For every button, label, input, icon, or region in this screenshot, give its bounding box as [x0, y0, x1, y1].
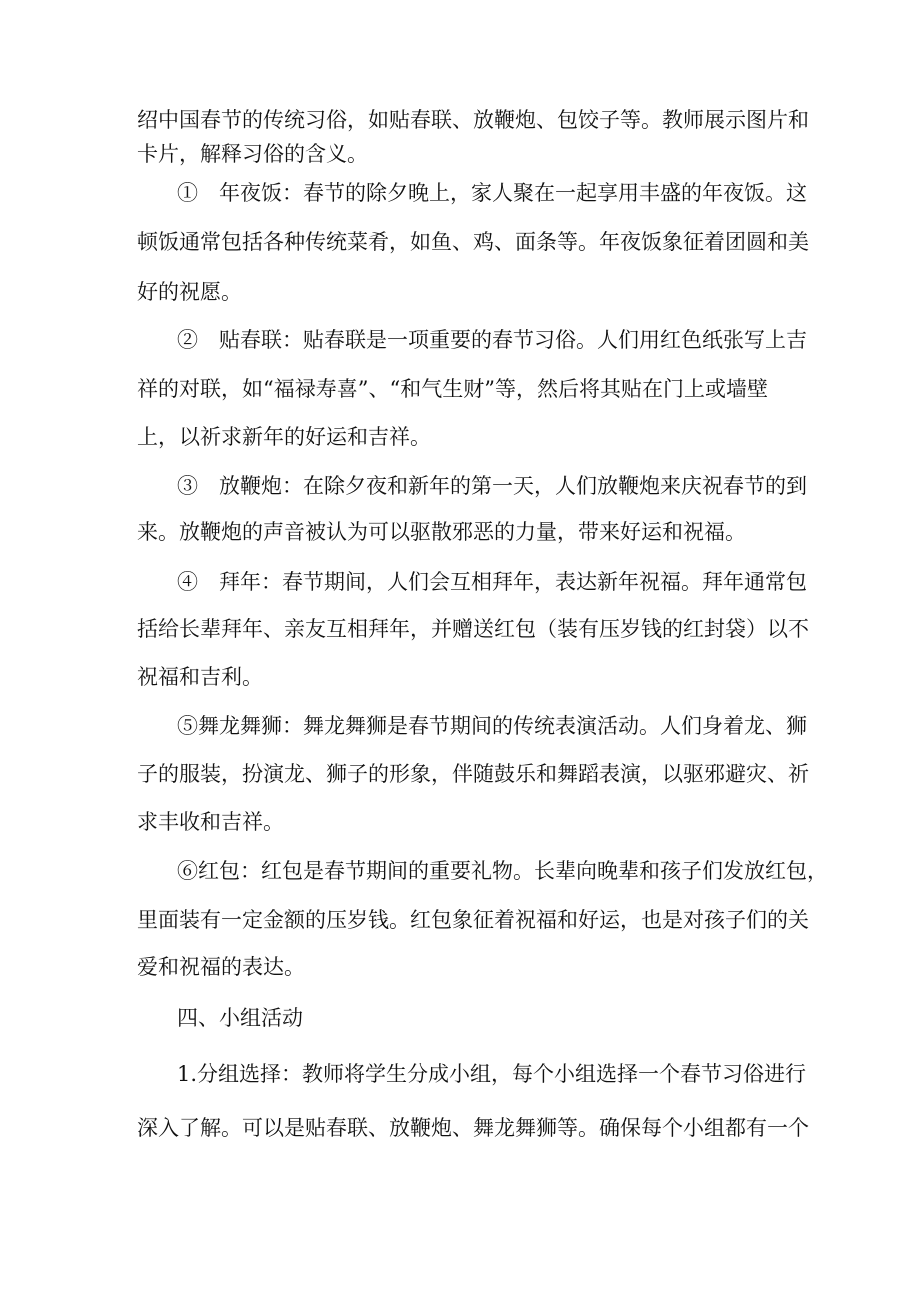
text-line: 来。放鞭炮的声音被认为可以驱散邪恶的力量，带来好运和祝福。 [137, 520, 746, 544]
text-line: 爱和祝福的表达。 [137, 955, 305, 979]
text-line: 1.分组选择：教师将学生分成小组，每个小组选择一个春节习俗进行 [177, 1062, 807, 1086]
text-line: ④ 拜年：春节期间，人们会互相拜年，表达新年祝福。拜年通常包 [177, 570, 807, 594]
section-heading: 四、小组活动 [177, 1006, 303, 1030]
text-line: ③ 放鞭炮：在除夕夜和新年的第一天，人们放鞭炮来庆祝春节的到 [177, 474, 807, 498]
text-line: ⑥红包：红包是春节期间的重要礼物。长辈向晚辈和孩子们发放红包， [177, 859, 828, 883]
text-line: 括给长辈拜年、亲友互相拜年，并赠送红包（装有压岁钱的红封袋）以不 [137, 617, 809, 641]
text-line: 绍中国春节的传统习俗，如贴春联、放鞭炮、包饺子等。教师展示图片和 [137, 108, 809, 132]
text-line: 子的服装，扮演龙、狮子的形象，伴随鼓乐和舞蹈表演，以驱邪避灾、祈 [137, 762, 809, 786]
text-line: 祝福和吉利。 [137, 665, 263, 689]
text-line: 祥的对联，如“福禄寿喜”、“和气生财”等，然后将其贴在门上或墙壁 [137, 377, 768, 401]
text-line: 里面装有一定金额的压岁钱。红包象征着祝福和好运，也是对孩子们的关 [137, 908, 809, 932]
text-line: 深入了解。可以是贴春联、放鞭炮、舞龙舞狮等。确保每个小组都有一个 [137, 1116, 809, 1140]
text-line: 卡片，解释习俗的含义。 [137, 142, 368, 166]
text-line: ① 年夜饭：春节的除夕晚上，家人聚在一起享用丰盛的年夜饭。这 [177, 181, 807, 205]
text-line: 上，以祈求新年的好运和吉祥。 [137, 425, 431, 449]
text-line: ⑤舞龙舞狮：舞龙舞狮是春节期间的传统表演活动。人们身着龙、狮 [177, 714, 807, 738]
text-line: ② 贴春联：贴春联是一项重要的春节习俗。人们用红色纸张写上吉 [177, 328, 807, 352]
text-line: 求丰收和吉祥。 [137, 810, 284, 834]
text-line: 好的祝愿。 [137, 280, 242, 304]
text-line: 顿饭通常包括各种传统菜肴，如鱼、鸡、面条等。年夜饭象征着团圆和美 [137, 230, 809, 254]
